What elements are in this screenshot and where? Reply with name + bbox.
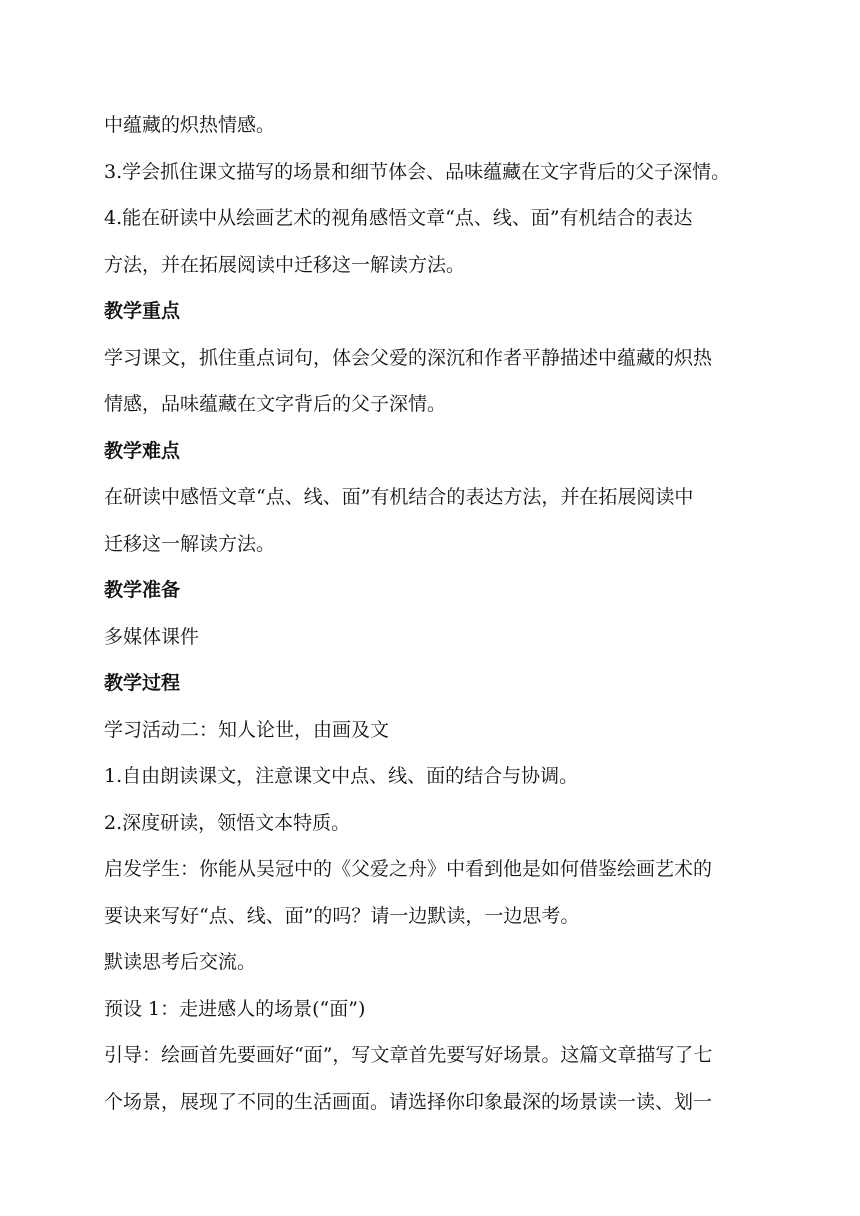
text-line: 在研读中感悟文章“点、线、面”有机结合的表达方法，并在拓展阅读中	[104, 486, 694, 508]
text-line: 个场景，展现了不同的生活画面。请选择你印象最深的场景读一读、划一	[104, 1090, 713, 1113]
heading-difficulties: 教学难点	[104, 439, 181, 462]
heading-preparation: 教学准备	[104, 579, 181, 601]
text-line: 中蕴藏的炽热情感。	[104, 114, 276, 136]
text-line: 方法，并在拓展阅读中迁移这一解读方法。	[104, 253, 466, 276]
step-2: 2.深度研读，领悟文本特质。	[104, 811, 351, 834]
activity-title: 学习活动二：知人论世，由画及文	[104, 718, 390, 741]
text-line: 多媒体课件	[104, 625, 200, 648]
objective-3: 3.学会抓住课文描写的场景和细节体会、品味蕴藏在文字背后的父子深情。	[104, 160, 731, 183]
document-page	[104, 102, 764, 1125]
text-line: 引导：绘画首先要画好“面”，写文章首先要写好场景。这篇文章描写了七	[104, 1044, 713, 1066]
text-line: 情感，品味蕴藏在文字背后的父子深情。	[104, 393, 447, 415]
step-1: 1.自由朗读课文，注意课文中点、线、面的结合与协调。	[104, 765, 579, 787]
preset-1: 预设 1：走进感人的场景(“面”)	[104, 997, 366, 1020]
text-line: 默读思考后交流。	[104, 951, 257, 973]
heading-key-points: 教学重点	[104, 300, 181, 322]
text-line: 要诀来写好“点、线、面”的吗？请一边默读，一边思考。	[104, 904, 580, 927]
text-line: 启发学生：你能从吴冠中的《父爱之舟》中看到他是如何借鉴绘画艺术的	[104, 858, 713, 880]
text-line: 学习课文，抓住重点词句，体会父爱的深沉和作者平静描述中蕴藏的炽热	[104, 346, 713, 369]
objective-4: 4.能在研读中从绘画艺术的视角感悟文章“点、线、面”有机结合的表达	[104, 207, 693, 229]
text-line: 迁移这一解读方法。	[104, 532, 276, 555]
heading-process: 教学过程	[104, 672, 181, 694]
